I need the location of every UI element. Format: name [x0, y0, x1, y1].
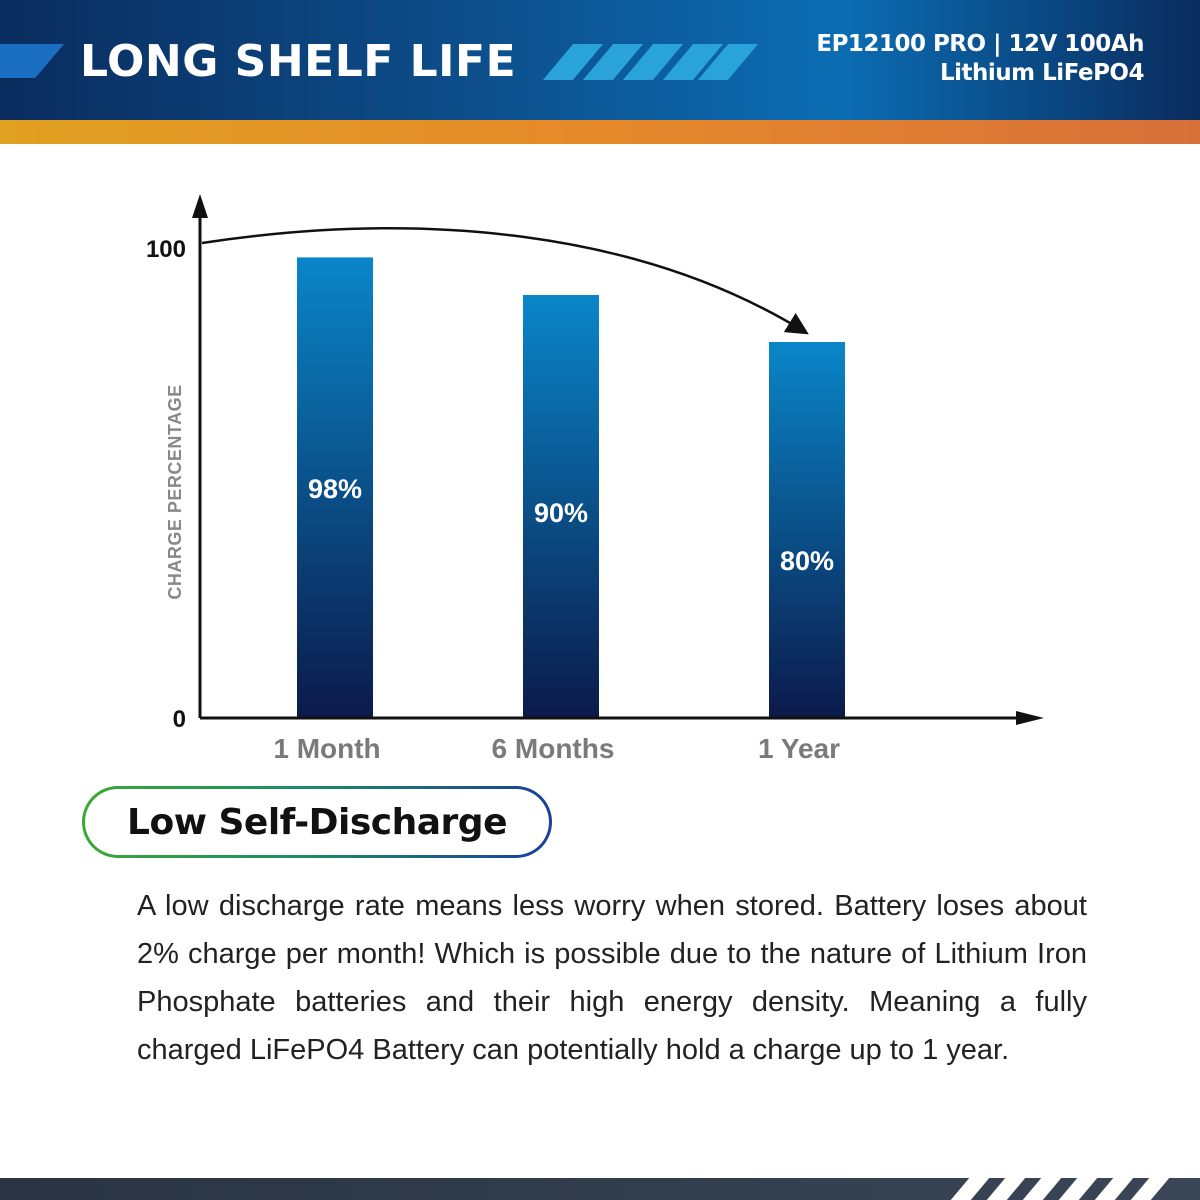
bar-data-label: 98%: [307, 474, 363, 504]
header-stripes: [548, 44, 738, 80]
x-tick-label: 1 Month: [273, 733, 381, 764]
footer-bar: [0, 1178, 1200, 1200]
feature-badge: [82, 786, 552, 858]
y-axis-label: CHARGE PERCENTAGE: [165, 384, 185, 600]
bar-data-label: 90%: [533, 498, 589, 528]
battery-chemistry: Lithium LiFePO4: [940, 60, 1144, 86]
y-axis-arrow: [192, 194, 208, 218]
x-tick-label: 6 Months: [491, 733, 615, 764]
page-title: LONG SHELF LIFE: [80, 36, 517, 87]
trend-arrow: [202, 228, 805, 332]
description-text: A low discharge rate means less worry when stored. Battery loses about 2% charge per month! Which is possible due to the nature of Lithium Iron Phosphate batteries and their high energy density. Meaning a fully charged LiFePO4 Battery can potentially hold a charge up to 1 year.: [137, 890, 1087, 1066]
x-axis-arrow: [1016, 711, 1044, 725]
y-tick-label: 100: [145, 236, 186, 263]
header-banner: [0, 0, 1200, 120]
bar-2: [769, 342, 845, 718]
bar-data-label: 80%: [779, 546, 835, 576]
x-tick-label: 1 Year: [757, 733, 841, 764]
model-name: EP12100 PRO | 12V 100Ah: [816, 31, 1144, 57]
header-accent-bar: [0, 120, 1200, 144]
y-tick-label: 0: [172, 706, 186, 733]
header-accent-shape: [0, 44, 64, 78]
bar-chart: [0, 160, 1200, 780]
chart-bars: [273, 257, 845, 764]
model-info: [816, 30, 1144, 88]
feature-badge-label: Low Self-Discharge: [127, 801, 507, 843]
